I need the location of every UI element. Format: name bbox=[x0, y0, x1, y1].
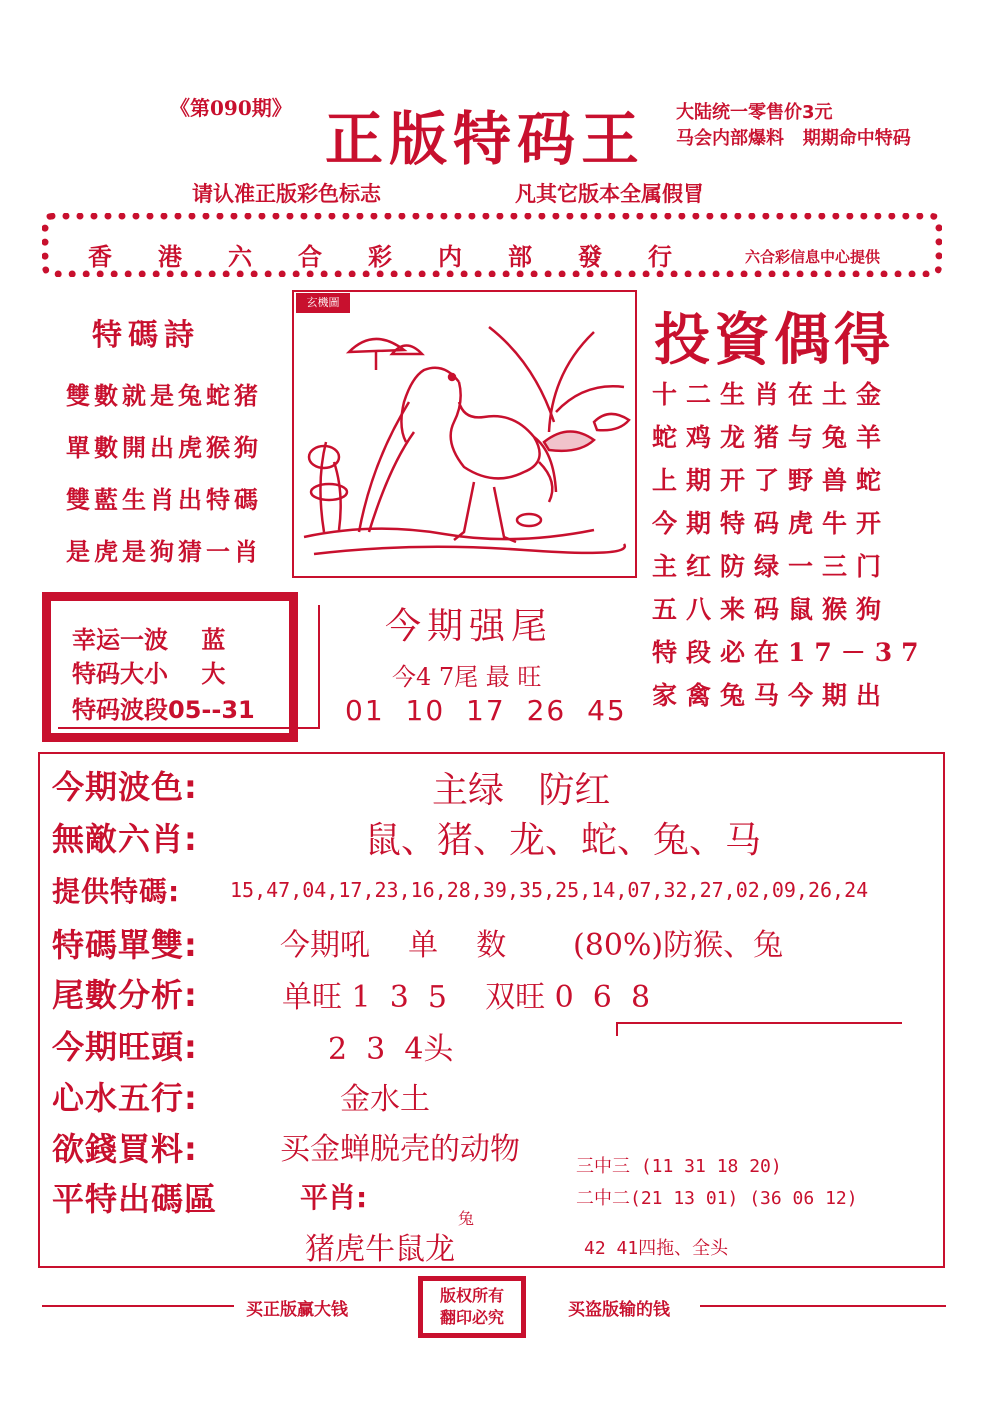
poem-title: 特碼詩 bbox=[92, 318, 200, 353]
wave-color-value: 主绿 防红 bbox=[432, 770, 611, 811]
invest-line: 上期开了野兽蛇 bbox=[652, 466, 891, 495]
poem-lines bbox=[66, 370, 262, 578]
footer-right-slogan: 买盗版输的钱 bbox=[568, 1300, 670, 1320]
poem-line: 是虎是狗猜一肖 bbox=[66, 537, 262, 566]
crane-lotus-illustration bbox=[292, 290, 637, 578]
lucky-wave: 幸运一波 蓝 bbox=[72, 626, 226, 654]
zodiac-label: 無敵六肖: bbox=[52, 820, 198, 858]
tail-title: 今期强尾 bbox=[385, 606, 554, 647]
illustration-stamp: 玄機圖 bbox=[296, 293, 350, 313]
invest-lines bbox=[652, 373, 928, 717]
tail-analysis-label: 尾數分析: bbox=[52, 976, 198, 1014]
tail-numbers: 01 10 17 26 45 bbox=[345, 694, 627, 727]
note-four-drag: 42 41四拖、全头 bbox=[584, 1238, 729, 1259]
invest-line: 蛇鸡龙猪与兔羊 bbox=[652, 423, 891, 452]
banner-provider: 六合彩信息中心提供 bbox=[745, 248, 881, 266]
copyright-line: 翻印必究 bbox=[439, 1308, 504, 1327]
buy-tip-label: 欲錢買料: bbox=[52, 1130, 198, 1168]
footer-rule-right bbox=[700, 1305, 946, 1307]
notes-divider bbox=[616, 1022, 902, 1024]
invest-title: 投資偶得 bbox=[654, 308, 894, 373]
note-three-hit: 三中三 (11 31 18 20) bbox=[576, 1156, 782, 1177]
poem-line: 雙數就是兔蛇猪 bbox=[66, 381, 262, 410]
copyright-box bbox=[418, 1276, 526, 1338]
hot-head-value: 2 3 4头 bbox=[328, 1032, 454, 1067]
flat-zodiac-value: 猪虎牛鼠龙 bbox=[305, 1232, 455, 1267]
footer-rule-left bbox=[42, 1305, 234, 1307]
poem-line: 單數開出虎猴狗 bbox=[66, 433, 262, 462]
counterfeit-notice: 凡其它版本全属假冒 bbox=[515, 182, 704, 206]
invest-line: 今期特码虎牛开 bbox=[652, 509, 891, 538]
footer-left-slogan: 买正版赢大钱 bbox=[246, 1300, 348, 1320]
notes-divider-tick bbox=[616, 1022, 618, 1036]
banner-text: 香港六合彩内部發行 bbox=[88, 242, 718, 271]
five-elements-label: 心水五行: bbox=[52, 1079, 198, 1117]
lucky-size: 特码大小 大 bbox=[72, 660, 226, 688]
tail-subtitle: 今4 7尾 最 旺 bbox=[392, 663, 542, 691]
invest-line: 五八来码鼠猴狗 bbox=[652, 595, 891, 624]
codes-value: 15,47,04,17,23,16,28,39,35,25,14,07,32,27,02,09,26,24 bbox=[230, 878, 869, 902]
invest-line: 十二生肖在土金 bbox=[652, 380, 891, 409]
authenticity-notice: 请认准正版彩色标志 bbox=[192, 182, 381, 206]
invest-line: 特段必在17－37 bbox=[652, 638, 928, 667]
flat-zodiac-label: 平肖: bbox=[300, 1181, 368, 1214]
poem-line: 雙藍生肖出特碼 bbox=[66, 485, 262, 514]
five-elements-value: 金水土 bbox=[340, 1082, 430, 1117]
codes-label: 提供特碼: bbox=[52, 875, 181, 908]
wave-color-label: 今期波色: bbox=[52, 768, 198, 806]
buy-tip-value: 买金蝉脱壳的动物 bbox=[280, 1132, 520, 1167]
issue-number: 《第090期》 bbox=[170, 96, 292, 120]
invest-line: 主红防绿一三门 bbox=[652, 552, 891, 581]
note-two-hit: 二中二(21 13 01) (36 06 12) bbox=[576, 1188, 858, 1209]
odd-even-value: 今期吼 单 数 (80%)防猴、兔 bbox=[280, 928, 784, 963]
odd-even-label: 特碼單雙: bbox=[52, 926, 198, 964]
invest-line: 家禽兔马今期出 bbox=[652, 681, 891, 710]
page-title: 正版特码王 bbox=[325, 105, 646, 173]
flat-zodiac-small: 兔 bbox=[458, 1209, 475, 1228]
hot-head-label: 今期旺頭: bbox=[52, 1028, 198, 1066]
copyright-line: 版权所有 bbox=[439, 1286, 504, 1305]
price-info: 大陆统一零售价3元 马会内部爆料 期期命中特码 bbox=[676, 102, 911, 149]
tail-analysis-value: 单旺 1 3 5 双旺 0 6 8 bbox=[282, 980, 651, 1015]
lucky-segment: 特码波段05--31 bbox=[72, 696, 255, 724]
flat-zone-label: 平特出碼區 bbox=[52, 1180, 218, 1218]
zodiac-value: 鼠、猪、龙、蛇、兔、马 bbox=[365, 820, 762, 861]
